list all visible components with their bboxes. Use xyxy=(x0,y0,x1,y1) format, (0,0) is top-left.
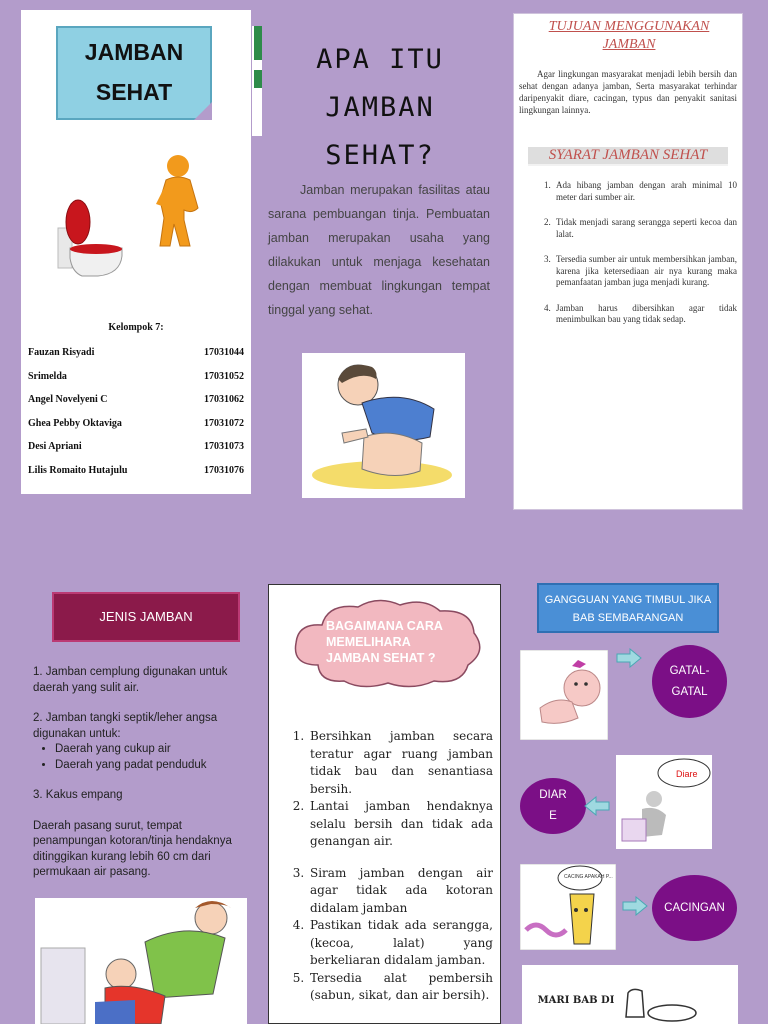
list-item: 3. Tersedia sumber air untuk membersihkan jamban, karena jika ketersediaan air nya kurang maka pemanfaatan jamban juga menjadi kurang. xyxy=(553,254,737,289)
member-id: 17031062 xyxy=(204,394,244,406)
effect-label: GATAL-GATAL xyxy=(669,664,710,698)
poster-text: MARI BAB DI xyxy=(537,995,615,1006)
worm-illustration xyxy=(520,864,616,950)
list-item: 4. Pastikan tidak ada serangga, (kecoa, lalat) yang berkeliaran didalam jamban. xyxy=(308,917,493,970)
effect-label: CACINGAN xyxy=(664,901,725,914)
list-item: • Daerah yang padat penduduk xyxy=(55,758,245,774)
tujuan-text: Agar lingkungan masyarakat menjadi lebih bersih dan sehat dengan adanya jamban, Serta masyarakat terhindar daripenyakit diare, cacingan, typus dan penyakit sanitasi lingkungan lainnya. xyxy=(519,69,737,115)
cacingan-bubble-text: CACING APAKAH P... xyxy=(564,874,613,880)
list-item: 3. Siram jamban dengan air agar tidak ada kotoran didalam jamban xyxy=(308,865,493,918)
cover-title-line2: SEHAT xyxy=(95,79,173,105)
cover-title-note xyxy=(56,26,212,120)
arrow-left-icon xyxy=(584,796,610,816)
member-name: Fauzan Risyadi xyxy=(28,347,95,358)
cover-title-line1: JAMBAN xyxy=(84,39,184,65)
perawatan-heading: BAGAIMANA CARA MEMELIHARA JAMBAN SEHAT ? xyxy=(326,619,443,665)
list-item: 1. Bersihkan jamban secara teratur agar ruang jamban tidak bau dan senantiasa bersih. xyxy=(308,728,493,798)
jenis-banner xyxy=(52,592,240,642)
effect-circle-diare xyxy=(520,778,586,834)
tujuan-heading: TUJUAN MENGGUNAKAN JAMBAN xyxy=(548,19,710,52)
jenis-item-3: 3. Kakus empang xyxy=(33,789,123,801)
member-id: 17031044 xyxy=(204,347,244,358)
member-row xyxy=(28,347,244,371)
effect-label: DIARE xyxy=(539,789,567,822)
member-row xyxy=(28,418,244,442)
effect-circle-cacingan xyxy=(652,875,737,941)
jenis-item-2-block xyxy=(33,711,245,773)
diare-figure-illustration xyxy=(616,755,712,849)
baby-illustration xyxy=(520,650,608,740)
poster-illustration xyxy=(522,965,738,1024)
intro-title-line3: SEHAT? xyxy=(325,140,435,171)
jenis-content xyxy=(33,665,245,896)
gangguan-heading-box xyxy=(537,583,719,633)
list-item: 1. Ada hibang jamban dengan arah minimal 10 meter dari sumber air. xyxy=(553,180,737,203)
child-squatting-illustration xyxy=(302,353,465,498)
intro-definition: Jamban merupakan fasilitas atau sarana pembuangan tinja. Pembuatan jamban merupakan usaha yang dilakukan untuk menjaga kesehatan dengan membuat lingkungan tempat tinggal yang sehat. xyxy=(268,183,490,317)
list-item: • Daerah yang cukup air xyxy=(55,742,245,758)
member-name: Lilis Romaito Hutajulu xyxy=(28,464,128,476)
list-item: 2. Lantai jamban hendaknya selalu bersih dan tidak ada genangan air. xyxy=(308,798,493,851)
perawatan-list xyxy=(288,728,493,1005)
group-label: Kelompok 7: xyxy=(108,322,164,333)
toilet-figure-illustration xyxy=(52,148,222,288)
member-row xyxy=(28,371,244,395)
syarat-list xyxy=(535,180,737,340)
member-list xyxy=(28,322,244,489)
jenis-item-2-bullets xyxy=(55,742,245,773)
member-name: Ghea Pebby Oktaviga xyxy=(28,417,122,429)
member-id: 17031076 xyxy=(204,464,244,476)
diare-bubble-text: Diare xyxy=(676,769,698,779)
jenis-item-3-desc: Daerah pasang surut, tempat penampungan kotoran/tinja hendaknya ditinggikan kurang lebih 60 cm dari permukaan air pasang. xyxy=(33,819,232,878)
member-row xyxy=(28,394,244,418)
intro-title-line2: JAMBAN xyxy=(325,92,435,123)
member-name: Srimelda xyxy=(28,370,67,382)
member-id: 17031073 xyxy=(204,441,244,453)
list-item: 5. Tersedia alat pembersih (sabun, sikat, dan air bersih). xyxy=(308,970,493,1005)
jenis-item-1: 1. Jamban cemplung digunakan untuk daerah yang sulit air. xyxy=(33,666,228,694)
intro-title-line1: APA ITU xyxy=(316,44,444,75)
member-name: Angel Novelyeni C xyxy=(28,394,108,406)
intro-title xyxy=(272,36,488,180)
member-row xyxy=(28,465,244,489)
arrow-right-icon xyxy=(616,648,642,668)
logo-fragment xyxy=(252,26,262,136)
member-row xyxy=(28,441,244,465)
jenis-heading: JENIS JAMBAN xyxy=(99,609,193,624)
syarat-heading: SYARAT JAMBAN SEHAT xyxy=(528,147,728,166)
member-id: 17031052 xyxy=(204,370,244,382)
jenis-item-2: 2. Jamban tangki septik/leher angsa digunakan untuk: xyxy=(33,712,218,740)
gangguan-heading: GANGGUAN YANG TIMBUL JIKA BAB SEMBARANGAN xyxy=(544,594,712,624)
member-name: Desi Apriani xyxy=(28,441,82,453)
list-item: 4. Jamban harus dibersihkan agar tidak menimbulkan bau yang tidak sedap. xyxy=(553,303,737,326)
arrow-right-icon xyxy=(622,896,648,916)
mother-child-toilet-illustration xyxy=(35,898,247,1024)
member-id: 17031072 xyxy=(204,417,244,429)
list-item: 2. Tidak menjadi sarang serangga seperti kecoa dan lalat. xyxy=(553,217,737,240)
effect-circle-gatal xyxy=(652,645,727,718)
